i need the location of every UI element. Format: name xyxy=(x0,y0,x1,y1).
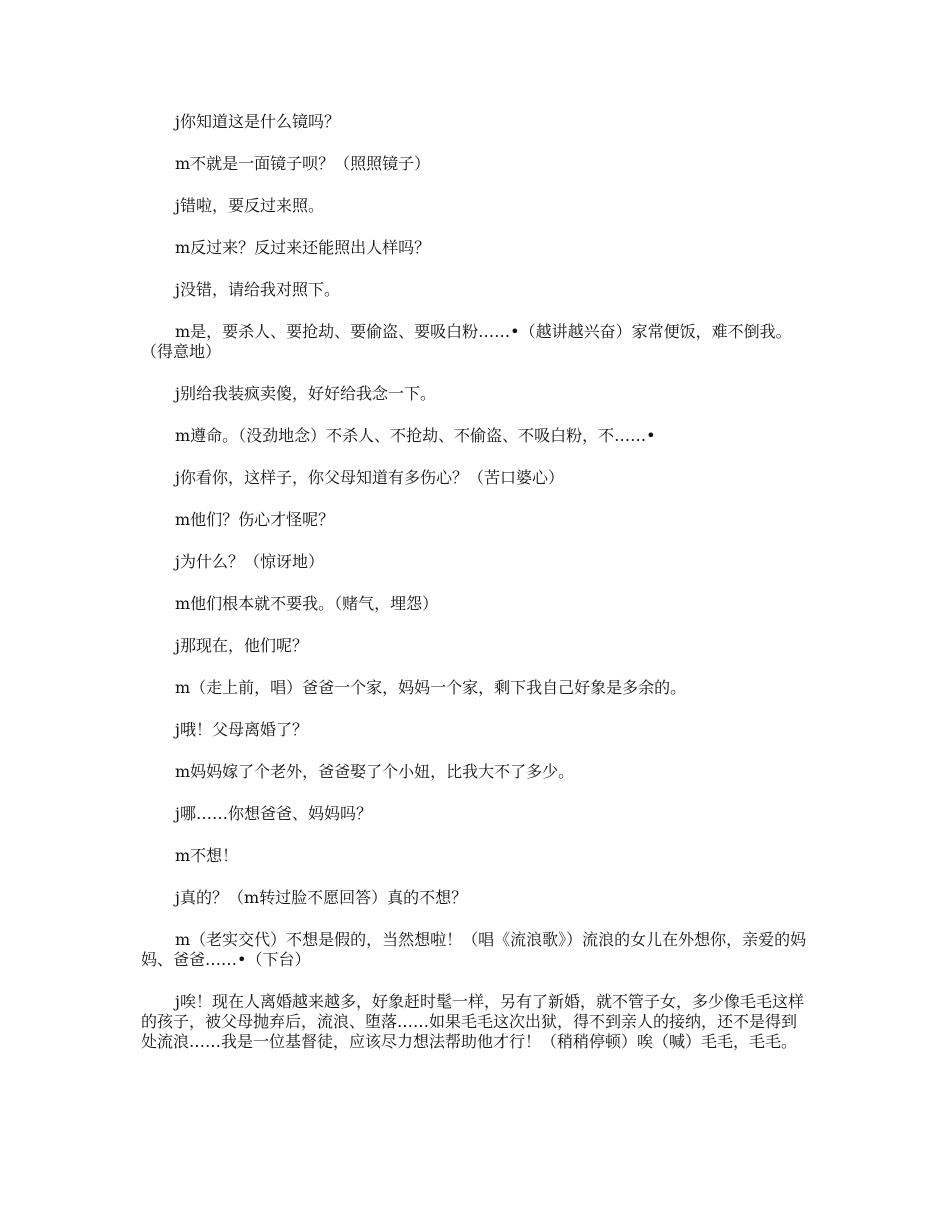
document-page xyxy=(141,112,811,1074)
dialogue-line: j哪……你想爸爸、妈妈吗？ xyxy=(175,804,372,823)
dialogue-line: j真的？（m转过脸不愿回答）真的不想？ xyxy=(175,888,468,907)
dialogue-line: j那现在，他们呢？ xyxy=(175,636,308,655)
dialogue-line: m妈妈嫁了个老外，爸爸娶了个小妞，比我大不了多少。 xyxy=(175,762,575,781)
dialogue-line: m遵命。（没劲地念）不杀人、不抢劫、不偷盗、不吸白粉，不……• xyxy=(175,426,656,445)
dialogue-line: j为什么？（惊讶地） xyxy=(175,552,324,571)
dialogue-line: m他们根本就不要我。（赌气，埋怨） xyxy=(175,594,439,613)
dialogue-line: m是，要杀人、要抢劫、要偷盗、要吸白粉……•（越讲越兴奋）家常便饭，难不倒我。（得意地） xyxy=(141,322,792,361)
dialogue-line: j你看你，这样子，你父母知道有多伤心？（苦口婆心） xyxy=(175,468,564,487)
dialogue-line: m他们？伤心才怪呢？ xyxy=(175,510,335,529)
dialogue-line: j没错，请给我对照下。 xyxy=(175,280,340,299)
dialogue-line: j别给我装疯卖傻，好好给我念一下。 xyxy=(175,384,436,403)
dialogue-line: j哦！父母离婚了？ xyxy=(175,720,308,739)
dialogue-line: j你知道这是什么镜吗？ xyxy=(175,112,340,131)
dialogue-line: m反过来？反过来还能照出人样吗？ xyxy=(175,238,431,257)
dialogue-line: j唉！现在人离婚越来越多，好象赶时髦一样，另有了新婚，就不管子女，多少像毛毛这样的孩子，被父母抛弃后，流浪、堕落……如果毛毛这次出狱，得不到亲人的接纳，还不是得到处流浪……我是一位基督徒，应该尽力想法帮助他才行！（稍稍停顿）唉（喊）毛毛，毛毛。 xyxy=(141,992,804,1051)
dialogue-line: m不想！ xyxy=(175,846,239,865)
dialogue-line: m（走上前，唱）爸爸一个家，妈妈一个家，剩下我自己好象是多余的。 xyxy=(175,678,687,697)
dialogue-line: m（老实交代）不想是假的，当然想啦！（唱《流浪歌》）流浪的女儿在外想你，亲爱的妈妈、爸爸……•（下台） xyxy=(141,930,807,969)
dialogue-line: m不就是一面镜子呗？（照照镜子） xyxy=(175,154,431,173)
dialogue-line: j错啦，要反过来照。 xyxy=(175,196,324,215)
